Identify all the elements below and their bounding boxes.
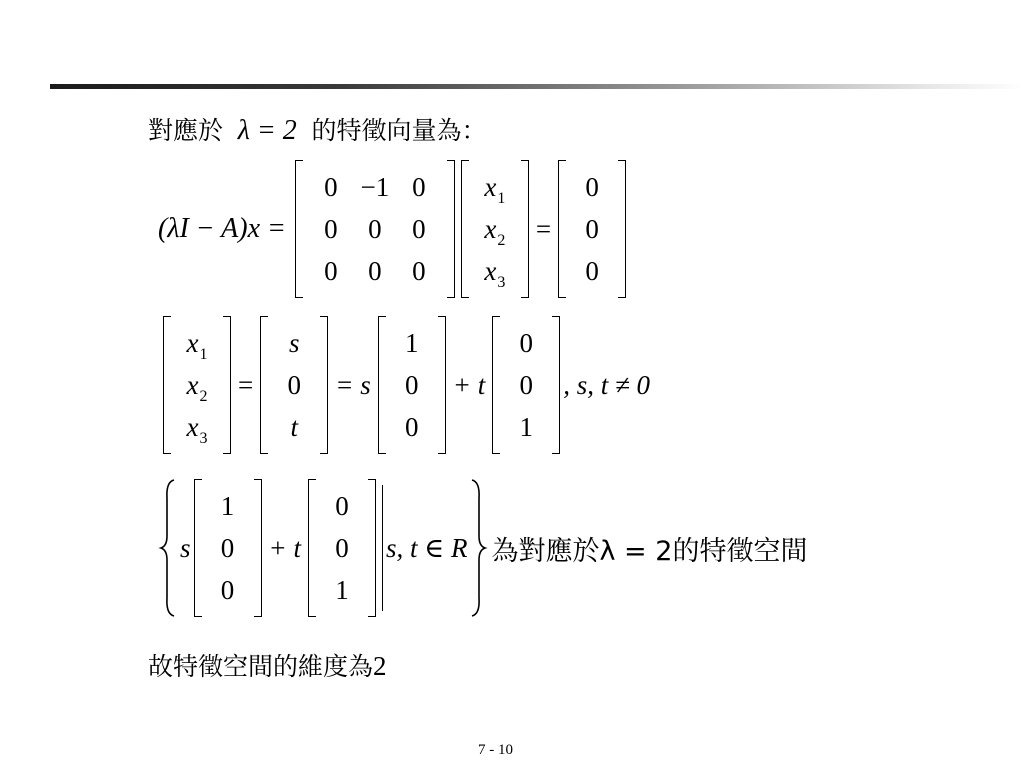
intro-prefix: 對應於 — [148, 116, 224, 145]
eq1-rhs-3: 0 — [585, 256, 599, 286]
eq3-v1-2: 0 — [220, 533, 235, 563]
closing-value: 2 — [373, 651, 387, 681]
eq2-v2-3: 1 — [519, 412, 533, 442]
intro-line — [148, 110, 487, 151]
eq1-m-13: 0 — [412, 172, 426, 202]
eq2-condition: , s, t ≠ 0 — [563, 369, 651, 400]
eq3-v2-1: 0 — [335, 491, 349, 521]
eq1-rhs-2: 0 — [585, 214, 599, 244]
eq2-plus-t: + t — [452, 369, 486, 400]
eq1-m-21: 0 — [324, 214, 338, 244]
eq1-m-23: 0 — [412, 214, 426, 244]
intro-suffix: 的特徵向量為： — [311, 116, 487, 145]
eq3-s: s — [180, 532, 191, 563]
eq1-m-11: 0 — [324, 172, 338, 202]
eq2-x2: $x_2$ — [186, 370, 208, 405]
eq2-v1-3: 0 — [404, 412, 419, 442]
eq1-x3: $x_3$ — [484, 256, 506, 291]
eq2-st-1: s — [288, 328, 300, 358]
equation-1 — [158, 160, 629, 298]
eq1-x-vector — [461, 160, 529, 298]
eq1-rhs-vector — [558, 160, 626, 298]
eigenspace-label: 為對應於λ = 2的特徵空間 — [491, 535, 808, 567]
eq1-x2: $x_2$ — [484, 214, 506, 249]
eq3-v2-3: 1 — [335, 575, 349, 605]
eq3-condition: s, t ∈ R — [386, 532, 468, 563]
right-brace-icon — [468, 478, 488, 618]
eq1-m-12: −1 — [360, 172, 390, 202]
eq2-v1-1: 1 — [404, 328, 419, 358]
set-divider — [382, 485, 383, 611]
eq3-plus-t: + t — [268, 532, 301, 563]
eq1-x1: $x_1$ — [484, 172, 506, 207]
eq1-m-33: 0 — [412, 256, 426, 286]
eq2-v2-1: 0 — [519, 328, 533, 358]
header-rule — [50, 84, 1024, 89]
closing-text: 故特徵空間的維度為 — [148, 652, 374, 681]
eq1-lhs: (λI − A)x = — [158, 213, 286, 244]
eq1-m-31: 0 — [324, 256, 338, 286]
eq2-equals-s: = s — [335, 369, 371, 400]
eq2-v2-2: 0 — [519, 370, 533, 400]
intro-lambda: λ = 2 — [237, 115, 297, 146]
eq1-m-22: 0 — [368, 214, 382, 244]
eq2-x1: $x_1$ — [186, 328, 208, 363]
eq2-st-3: t — [290, 412, 298, 442]
equation-2 — [160, 316, 650, 454]
eq3-v1-3: 0 — [220, 575, 235, 605]
eq1-equals: = — [535, 213, 552, 244]
eq2-equals-a: = — [238, 369, 254, 400]
eq1-rhs-1: 0 — [585, 172, 599, 202]
eq2-v1 — [378, 316, 446, 454]
eq2-x3: $x_3$ — [186, 412, 208, 447]
equation-3 — [158, 478, 807, 618]
eq3-v1-1: 1 — [220, 491, 235, 521]
eq2-x-vector — [163, 316, 231, 454]
eq3-v2 — [308, 479, 376, 617]
eq3-v2-2: 0 — [335, 533, 349, 563]
page-number: 7 - 10 — [478, 742, 513, 758]
eq1-m-32: 0 — [368, 256, 382, 286]
eq2-v2 — [492, 316, 560, 454]
left-brace-icon — [158, 478, 178, 618]
eq1-matrix — [295, 160, 455, 298]
eq3-v1 — [194, 479, 262, 617]
eq2-v1-2: 0 — [404, 370, 419, 400]
closing-line — [148, 646, 387, 688]
eq2-st-2: 0 — [287, 370, 301, 400]
eq2-st-vector — [260, 316, 328, 454]
